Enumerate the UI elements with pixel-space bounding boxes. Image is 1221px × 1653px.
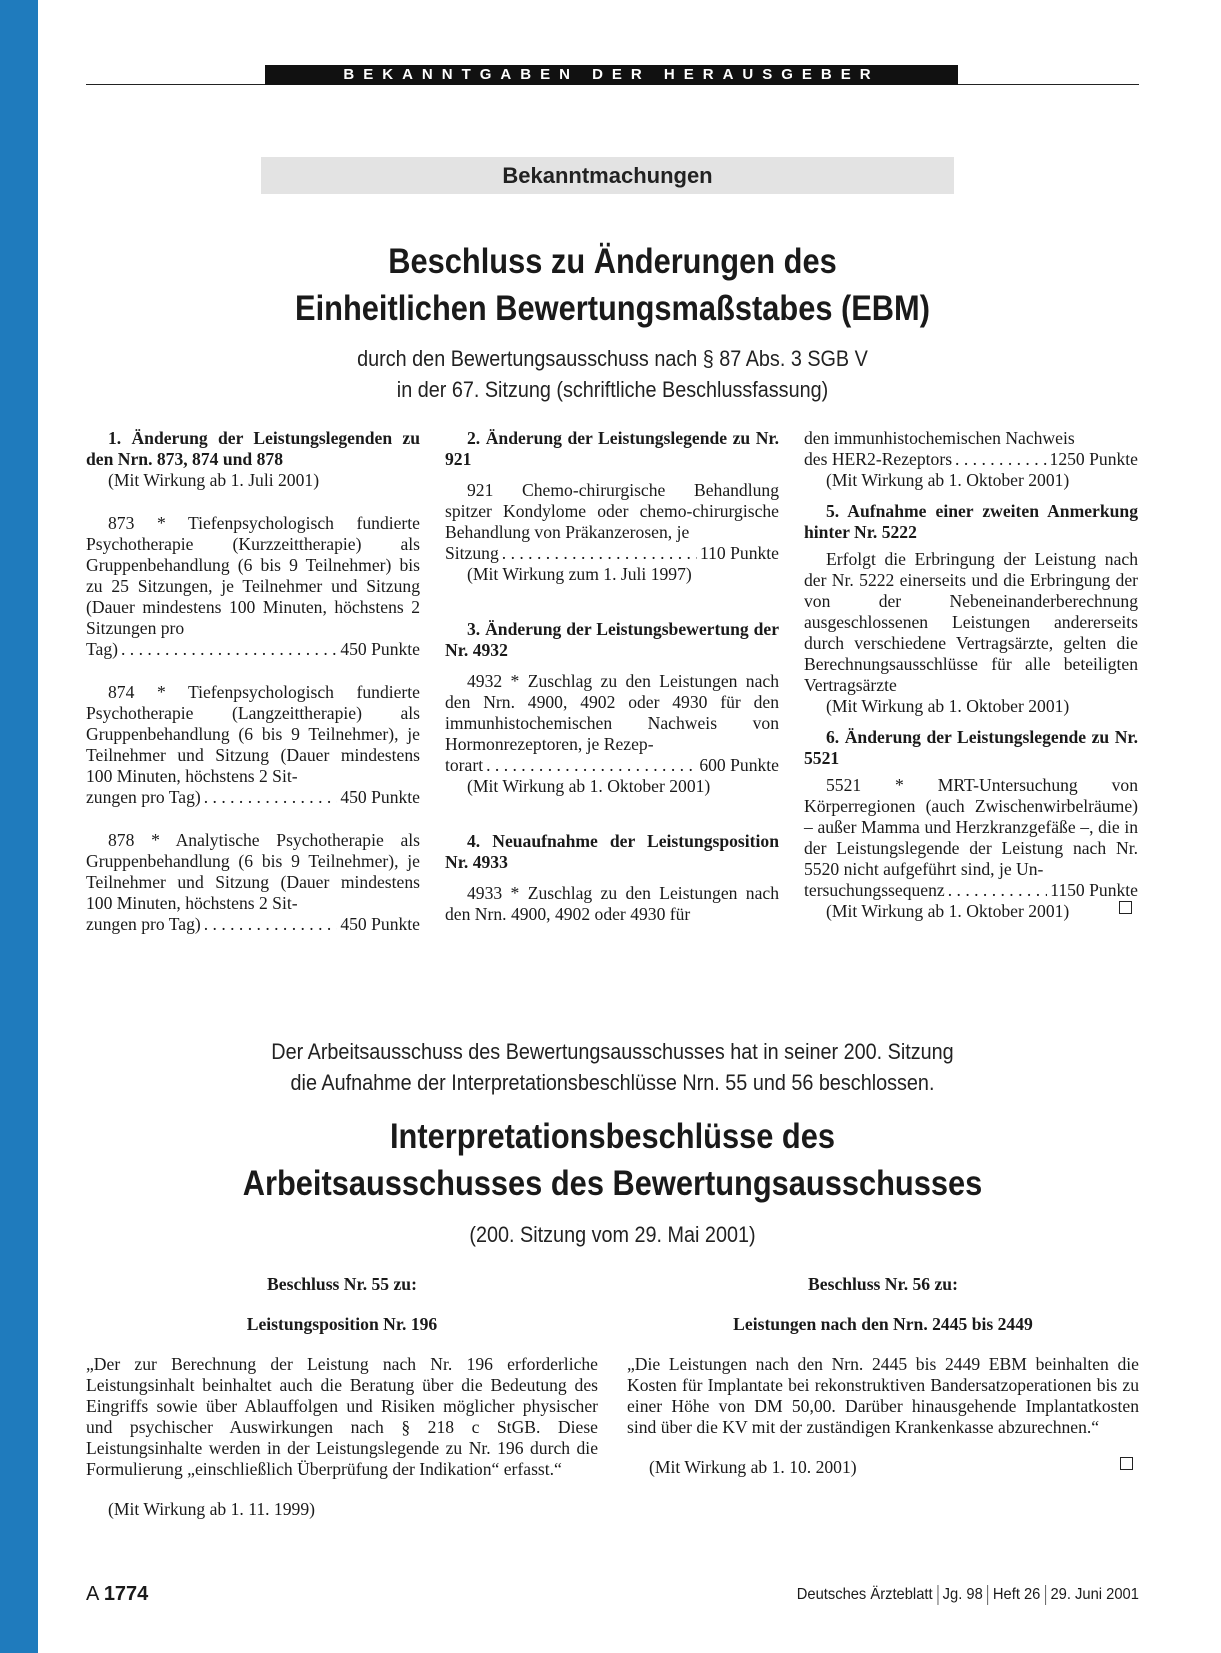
resolution-55-note: (Mit Wirkung ab 1. 11. 1999) bbox=[108, 1499, 315, 1519]
entry-4933-continued: den immunhistochemischen Nachweis bbox=[804, 428, 1075, 448]
main-title-line1: Beschluss zu Änderungen des bbox=[388, 242, 837, 281]
intro-text bbox=[139, 1036, 1087, 1098]
note-6: (Mit Wirkung ab 1. Oktober 2001) bbox=[826, 901, 1070, 921]
page-number-value: 1774 bbox=[103, 1583, 149, 1605]
second-title-line2: Arbeitsausschusses des Bewertungsausschusses bbox=[242, 1164, 983, 1203]
entry-921: 921 Chemo-chirurgische Behandlung spitzer Kondylome oder chemo-chirurgische Behandlung von Präkanzerosen, je bbox=[445, 480, 779, 542]
entry-878-points: 450 Punkte bbox=[340, 914, 420, 934]
sidebar-accent-bar bbox=[0, 0, 38, 1653]
main-title-line2: Einheitlichen Bewertungsmaßstabes (EBM) bbox=[295, 289, 930, 328]
note-3: (Mit Wirkung ab 1. Oktober 2001) bbox=[467, 776, 711, 796]
entry-873: 873 * Tiefenpsychologisch fundierte Psychotherapie (Kurzzeittherapie) als Gruppenbehandlung (6 bis 9 Teilnehmer) bis zu 25 Sitzungen, je Teilnehmer und Sitzung (Dauer mindestens 100 Minuten, höchstens 2 Sitzungen pro bbox=[86, 513, 420, 638]
heading-6: 6. Änderung der Leistungslegende zu Nr. 5521 bbox=[804, 727, 1138, 768]
entry-5521: 5521 * MRT-Untersuchung von Körperregionen (auch Zwischenwirbelräume) – außer Mamma und Herzkranzgefäße –, die in der Leistungslegende der Leistung nach Nr. 5520 nicht aufgeführt sind, je Un- bbox=[804, 775, 1138, 879]
entry-874-points: 450 Punkte bbox=[340, 787, 420, 807]
journal-date: 29. Juni 2001 bbox=[1050, 1586, 1139, 1604]
entry-878-end: zungen pro Tag) bbox=[86, 914, 201, 934]
heading-5: 5. Aufnahme einer zweiten Anmerkung hinter Nr. 5222 bbox=[804, 501, 1138, 542]
column-2 bbox=[445, 428, 779, 925]
resolution-56-heading: Beschluss Nr. 56 zu: bbox=[808, 1274, 958, 1294]
entry-873-points-line bbox=[86, 639, 420, 660]
entry-921-points: 110 Punkte bbox=[699, 543, 779, 563]
note-2: (Mit Wirkung zum 1. Juli 1997) bbox=[467, 564, 692, 584]
heading-1: 1. Änderung der Leistungslegenden zu den Nrn. 873, 874 und 878 bbox=[86, 428, 420, 469]
entry-874-points-line bbox=[86, 787, 420, 808]
entry-4933: 4933 * Zuschlag zu den Leistungen nach den Nrn. 4900, 4902 oder 4930 für bbox=[445, 883, 779, 924]
entry-4933-points: 1250 Punkte bbox=[1049, 449, 1138, 469]
resolution-56-subheading: Leistungen nach den Nrn. 2445 bis 2449 bbox=[733, 1314, 1033, 1334]
note-1: (Mit Wirkung ab 1. Juli 2001) bbox=[108, 470, 320, 490]
column-1 bbox=[86, 428, 420, 935]
heading-2: 2. Änderung der Leistungslegende zu Nr. 921 bbox=[445, 428, 779, 469]
second-title bbox=[149, 1113, 1076, 1207]
end-of-article-icon bbox=[1120, 1457, 1133, 1470]
entry-873-points: 450 Punkte bbox=[340, 639, 420, 659]
entry-4932-end: torart bbox=[445, 755, 484, 775]
entry-5521-points: 1150 Punkte bbox=[1050, 880, 1138, 900]
entry-921-points-line bbox=[445, 543, 779, 564]
header-band: BEKANNTGABEN DER HERAUSGEBER bbox=[265, 65, 958, 85]
resolution-56-note-row bbox=[627, 1457, 1139, 1478]
entry-4932: 4932 * Zuschlag zu den Leistungen nach den Nrn. 4900, 4902 oder 4930 für den immunhistochemischen Nachweis von Hormonrezeptoren, je Rezep- bbox=[445, 671, 779, 754]
entry-878-points-line bbox=[86, 914, 420, 935]
intro-line1: Der Arbeitsausschuss des Bewertungsausschusses hat in seiner 200. Sitzung bbox=[271, 1039, 954, 1064]
page-prefix: A bbox=[86, 1583, 99, 1605]
entry-873-end: Tag) bbox=[86, 639, 118, 659]
resolution-56-text: „Die Leistungen nach den Nrn. 2445 bis 2449 EBM beinhalten die Kosten für Implantate bei rekonstruktiven Bandersatzoperationen bis zu einer Höhe von DM 50,00. Darüber hinausgehende Implantatkosten sind über die KV mit der zuständigen Krankenkasse abzurechnen.“ bbox=[627, 1354, 1139, 1437]
resolution-55-heading: Beschluss Nr. 55 zu: bbox=[267, 1274, 417, 1294]
entry-4932-points: 600 Punkte bbox=[699, 755, 779, 775]
note-5: (Mit Wirkung ab 1. Oktober 2001) bbox=[826, 696, 1070, 716]
entry-874: 874 * Tiefenpsychologisch fundierte Psychotherapie (Langzeittherapie) als Gruppenbehandlung (6 bis 9 Teilnehmer), je Teilnehmer und Sitzung (Dauer mindestens 100 Minuten, höchstens 2 Sit- bbox=[86, 682, 420, 786]
heading-3: 3. Änderung der Leistungsbewertung der Nr. 4932 bbox=[445, 619, 779, 660]
entry-874-end: zungen pro Tag) bbox=[86, 787, 201, 807]
note-4: (Mit Wirkung ab 1. Oktober 2001) bbox=[826, 470, 1070, 490]
intro-line2: die Aufnahme der Interpretationsbeschlüsse Nrn. 55 und 56 beschlossen. bbox=[290, 1070, 935, 1095]
entry-5521-points-line bbox=[804, 880, 1138, 901]
entry-878: 878 * Analytische Psychotherapie als Gruppenbehandlung (6 bis 9 Teilnehmer), je Teilnehmer und Sitzung (Dauer mindestens 100 Minuten, höchstens 2 Sit- bbox=[86, 830, 420, 913]
entry-4933-points-line bbox=[804, 449, 1138, 470]
journal-name: Deutsches Ärzteblatt bbox=[796, 1586, 933, 1604]
resolution-56-note: (Mit Wirkung ab 1. 10. 2001) bbox=[649, 1457, 857, 1477]
journal-citation bbox=[797, 1585, 1139, 1605]
main-subtitle-line2: in der 67. Sitzung (schriftliche Beschlussfassung) bbox=[396, 377, 829, 402]
entry-5521-end: tersuchungssequenz bbox=[804, 880, 945, 900]
journal-issue: Heft 26 bbox=[993, 1586, 1041, 1604]
main-subtitle-line1: durch den Bewertungsausschuss nach § 87 Abs. 3 SGB V bbox=[357, 346, 868, 371]
resolution-56 bbox=[627, 1274, 1139, 1478]
entry-5222-remark: Erfolgt die Erbringung der Leistung nach der Nr. 5222 einerseits und die Erbringung der von der Nebeneinanderberechnung ausgeschlossenen Leistungen andererseits durch verschiedene Vertragsärzte, gelten die Berechnungsausschlüsse für alle beteiligten Vertragsärzte bbox=[804, 549, 1138, 695]
second-subtitle: (200. Sitzung vom 29. Mai 2001) bbox=[469, 1222, 756, 1247]
entry-4933-end: des HER2-Rezeptors bbox=[804, 449, 953, 469]
journal-volume: Jg. 98 bbox=[942, 1586, 983, 1604]
second-title-line1: Interpretationsbeschlüsse des bbox=[389, 1117, 836, 1156]
resolution-55-subheading: Leistungsposition Nr. 196 bbox=[246, 1314, 438, 1334]
main-subtitle bbox=[139, 343, 1087, 405]
heading-4: 4. Neuaufnahme der Leistungsposition Nr. 4933 bbox=[445, 831, 779, 872]
end-of-article-icon bbox=[1119, 901, 1132, 914]
entry-921-end: Sitzung bbox=[445, 543, 499, 563]
column-3 bbox=[804, 428, 1138, 922]
note-6-row bbox=[804, 901, 1138, 922]
section-label: Bekanntmachungen bbox=[261, 157, 954, 194]
page-number bbox=[86, 1583, 148, 1606]
resolution-55-text: „Der zur Berechnung der Leistung nach Nr. 196 erforderliche Leistungsinhalt beinhaltet auch die Beratung über die Bedeutung des Eingriffs sowie über Ablauffolgen und Risiken möglicher physischer und psychischer Auswirkungen nach § 218 c StGB. Diese Leistungsinhalte werden in der Leistungslegende zu Nr. 196 durch die Formulierung „einschließlich Überprüfung der Indikation“ erfasst.“ bbox=[86, 1354, 598, 1479]
entry-4932-points-line bbox=[445, 755, 779, 776]
resolution-55 bbox=[86, 1274, 598, 1520]
main-title bbox=[149, 238, 1076, 332]
